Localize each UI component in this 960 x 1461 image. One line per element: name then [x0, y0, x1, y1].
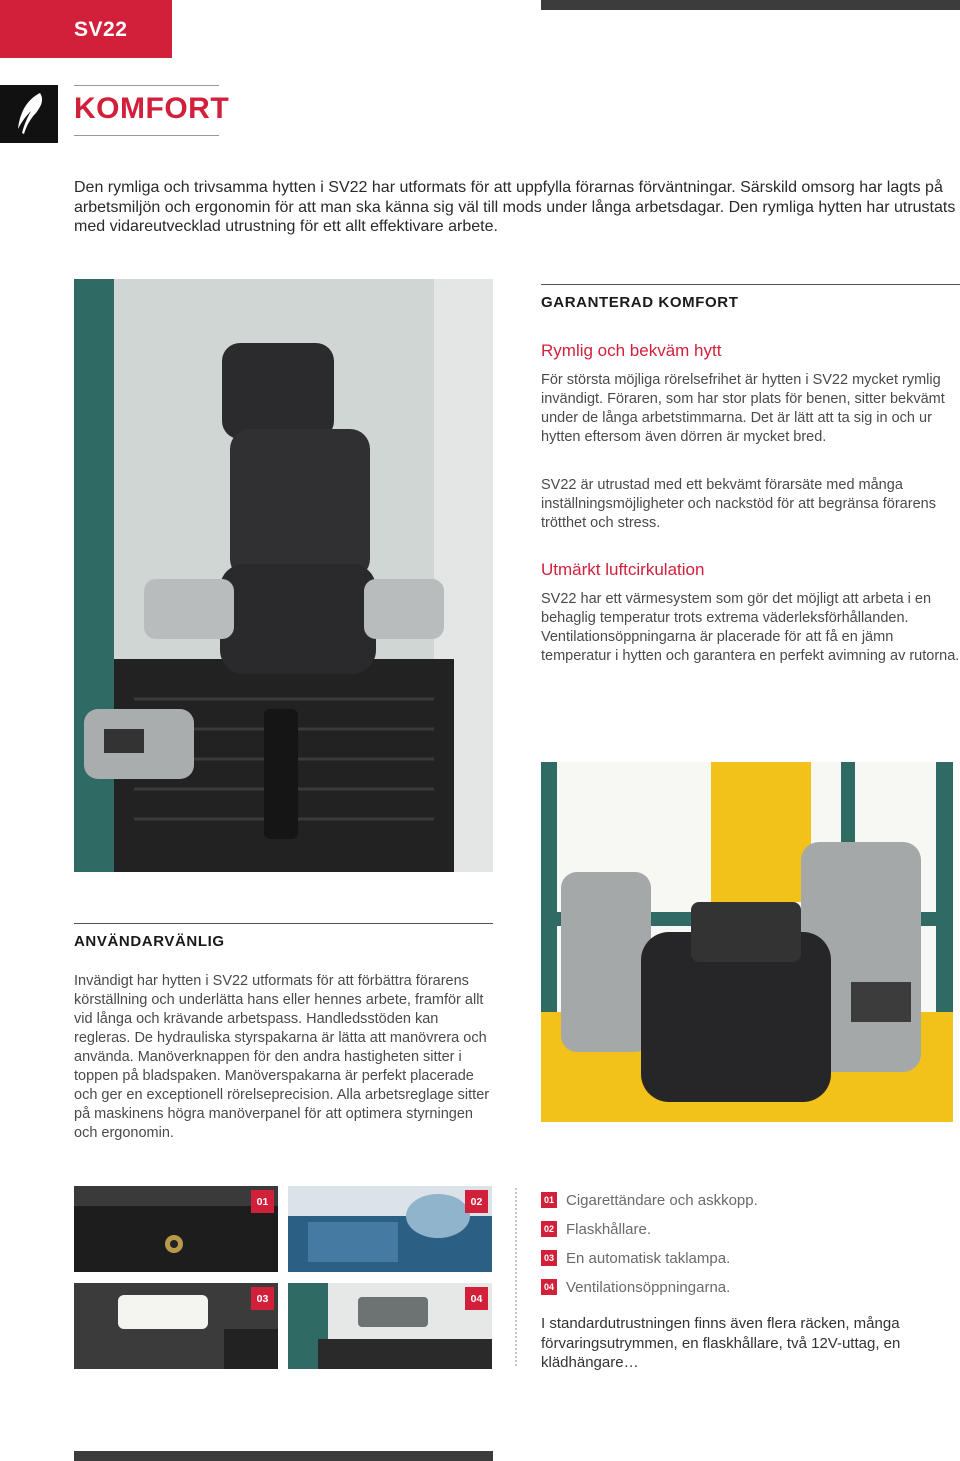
feature-label-3: En automatisk taklampa. [566, 1249, 731, 1267]
usability-paragraph: Invändigt har hytten i SV22 utformats för att förbättra förarens körställning och underlätta hans eller hennes arbete, framför allt vid långa och krävande arbetspass. Handledsstöden kan regleras. De hydrauliska styrspakarna är lätta att manövrera och använda. Manöverknappen för den andra hastigheten sitter i toppen på bladspaken. Manöverspakarna är perfekt placerade och ger en exceptionell rörelseprecision. Alla arbetsreglage sitter på maskinens högra manöverpanel för att optimera styrningen och ergonomin. [74, 973, 490, 1141]
comfort-rule [541, 284, 960, 285]
thumbnail-bottle-holder [288, 1186, 492, 1272]
legend-badge-01: 01 [541, 1192, 557, 1208]
badge-04: 04 [465, 1287, 488, 1310]
feature-item-3 [541, 1248, 730, 1268]
dotted-separator [515, 1188, 517, 1366]
bottom-divider [74, 1451, 493, 1461]
comfort-subheading-space: Rymlig och bekväm hytt [541, 341, 722, 360]
comfort-paragraph-seat: SV22 är utrustad med ett bekvämt förarsäte med många inställningsmöjligheter och nackstöd för att begränsa förarens trötthet och stress. [541, 477, 936, 531]
usability-heading: ANVÄNDARVÄNLIG [74, 933, 225, 950]
comfort-subheading-air: Utmärkt luftcirkulation [541, 560, 705, 579]
model-name: SV22 [74, 18, 128, 41]
operator-seat-photo [541, 762, 953, 1122]
feature-item-4 [541, 1277, 730, 1297]
badge-02: 02 [465, 1190, 488, 1213]
feature-label-4: Ventilationsöppningarna. [566, 1278, 731, 1296]
intro-paragraph: Den rymliga och trivsamma hytten i SV22 har utformats för att uppfylla förarnas förväntningar. Särskild omsorg har lagts på arbetsmiljön och ergonomin för att man ska känna sig väl till mods under långa arbetsdagar. Den rymliga hytten har utrustats med vidareutvecklad utrustning för ett allt effektivare arbete. [74, 179, 956, 235]
thumbnail-ventilation [288, 1283, 492, 1369]
thumbnail-ceiling-lamp [74, 1283, 278, 1369]
badge-01: 01 [251, 1190, 274, 1213]
title-rule-top [74, 85, 219, 86]
badge-03: 03 [251, 1287, 274, 1310]
feather-icon [0, 85, 58, 143]
cab-interior-photo [74, 279, 493, 872]
feature-item-1 [541, 1190, 758, 1210]
top-divider [541, 0, 960, 10]
legend-badge-02: 02 [541, 1221, 557, 1237]
model-tab [0, 0, 172, 58]
feature-label-1: Cigarettändare och askkopp. [566, 1191, 758, 1209]
comfort-heading: GARANTERAD KOMFORT [541, 294, 739, 311]
section-title: KOMFORT [74, 92, 230, 125]
standard-equipment-paragraph: I standardutrustningen finns även flera räcken, många förvaringsutrymmen, en flaskhållare, två 12V-uttag, en klädhängare… [541, 1315, 901, 1371]
title-rule-bottom [74, 135, 219, 136]
comfort-paragraph-air: SV22 har ett värmesystem som gör det möjligt att arbeta i en behaglig temperatur trots extrema väderleksförhållanden. Ventilationsöppningarna är placerade för att få en jämn temperatur i hytten och garantera en perfekt avimning av rutorna. [541, 591, 960, 664]
section-icon-box [0, 85, 58, 143]
usability-rule [74, 923, 493, 924]
feature-label-2: Flaskhållare. [566, 1220, 652, 1238]
legend-badge-04: 04 [541, 1279, 557, 1295]
comfort-paragraph-space: För största möjliga rörelsefrihet är hytten i SV22 mycket rymlig invändigt. Föraren, som har stor plats för benen, sitter bekvämt under de långa arbetstimmarna. Det är lätt att ta sig in och ur hytten eftersom även dörren är mycket bred. [541, 372, 945, 445]
thumbnail-cigarette-lighter [74, 1186, 278, 1272]
feature-item-2 [541, 1219, 651, 1239]
legend-badge-03: 03 [541, 1250, 557, 1266]
